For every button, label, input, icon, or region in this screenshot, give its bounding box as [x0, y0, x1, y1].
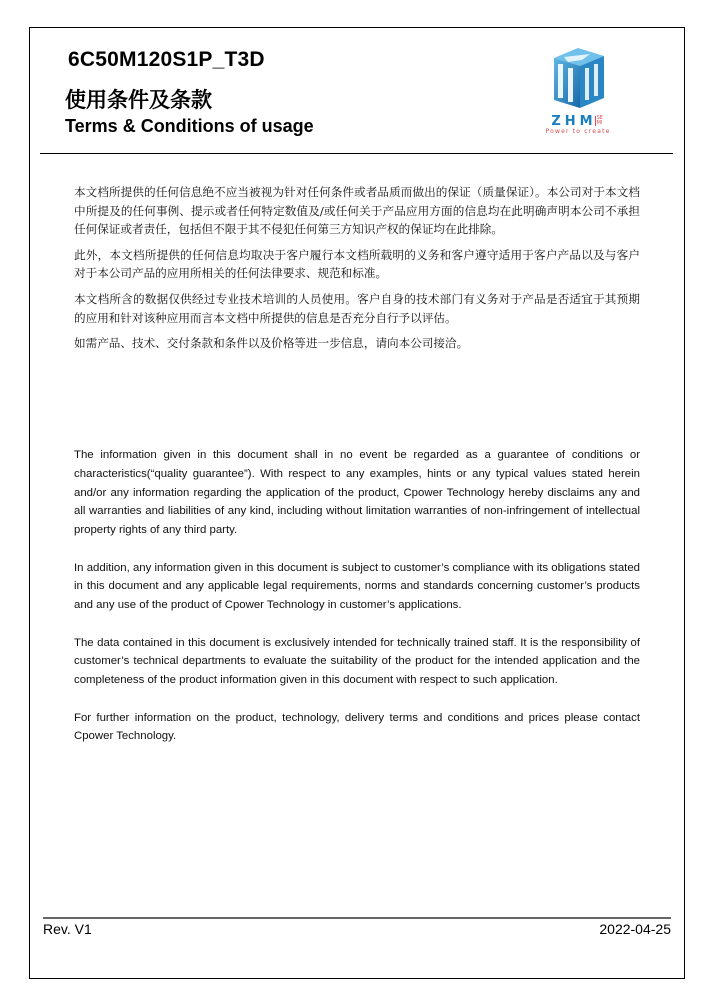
terms-cn-paragraph: 此外，本文档所提供的任何信息均取决于客户履行本文档所载明的义务和客户遵守适用于客户产品以及与客户对于本公司产品的应用所相关的任何法律要求、规范和标准。: [74, 247, 640, 281]
terms-cn-paragraph: 本文档所含的数据仅供经过专业技术培训的人员使用。客户自身的技术部门有义务对于产品是否适宜于其预期的应用和针对该种应用而言本文档中所提供的信息是否充分自行予以评估。: [74, 291, 640, 325]
zhm-logo: [538, 44, 618, 140]
terms-en-paragraph: For further information on the product, technology, delivery terms and conditions and prices please contact Cpower Technology.: [74, 711, 640, 743]
logo-brand-suffix: SEMI: [596, 114, 603, 126]
logo-tagline: Power to create: [545, 128, 611, 135]
terms-en-paragraph: In addition, any information given in this document is subject to customer’s compliance with its obligations stated in this document and any applicable legal requirements, norms and standards concerning customer’s products and any use of the product of Cpower Technology in customer’s applications.: [74, 561, 640, 612]
revision-date: 2022-04-25: [599, 921, 671, 937]
terms-english: [74, 446, 640, 765]
logo-brand: ZHM: [551, 114, 597, 129]
terms-cn-paragraph: 本文档所提供的任何信息绝不应当被视为针对任何条件或者品质而做出的保证（质量保证）。本公司对于本文档中所提及的任何事例、提示或者任何特定数值及/或任何关于产品应用方面的信息均在此明确声明本公司不承担任何保证或者责任，包括但不限于其不侵犯任何第三方知识产权的保证均在此排除。: [74, 185, 640, 237]
page-title-cn: 使用条件及条款: [65, 88, 212, 112]
terms-en-paragraph: The information given in this document shall in no event be regarded as a guarantee of conditions or characteristics(“quality guarantee”). With respect to any examples, hints or any typical values stated herein and/or any information regarding the application of the product, Cpower Technology hereby disclaims any and all warranties and liabilities of any kind, including without limitation warranties of non-infringement of intellectual property rights of any third party.: [74, 449, 640, 537]
footer-divider: [43, 917, 671, 919]
cube-logo-icon: [538, 44, 618, 110]
revision-label: Rev. V1: [43, 921, 92, 937]
terms-cn-paragraph: 如需产品、技术、交付条款和条件以及价格等进一步信息，请向本公司接洽。: [74, 336, 469, 351]
part-number: 6C50M120S1P_T3D: [68, 48, 265, 71]
terms-en-paragraph: The data contained in this document is exclusively intended for technically trained staff. It is the responsibility of customer’s technical departments to evaluate the suitability of the product for the intended application and the completeness of the product information given in this document with respect to such application.: [74, 636, 640, 687]
page-title-en: Terms & Conditions of usage: [65, 116, 314, 136]
terms-chinese: [74, 183, 640, 360]
header-divider: [40, 153, 673, 154]
